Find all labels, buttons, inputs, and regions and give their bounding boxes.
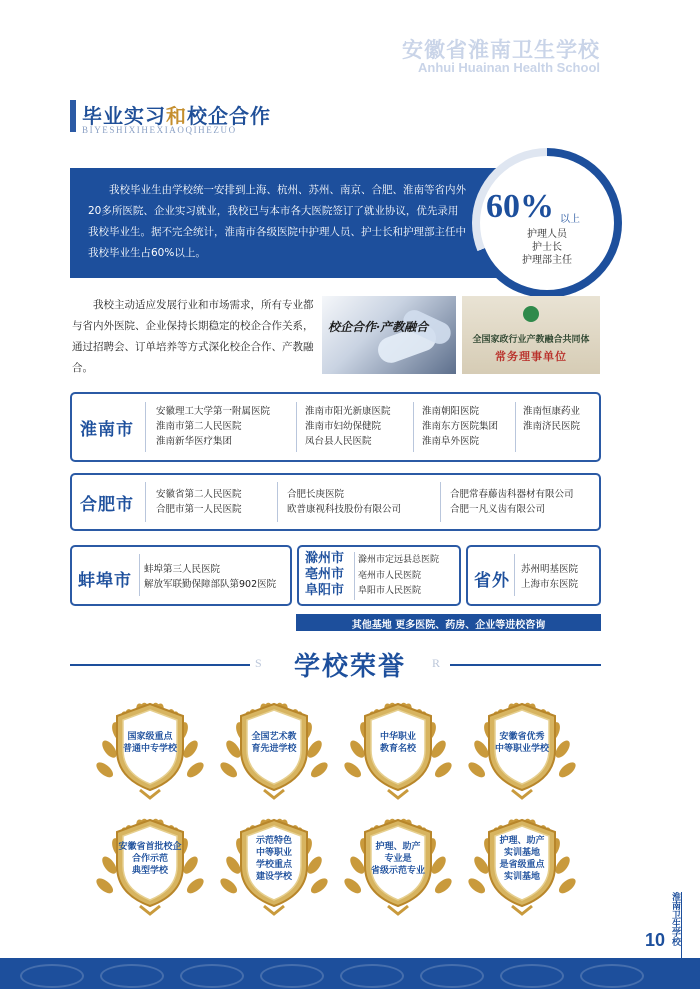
- honor-badge-text: 护理、助产 专业是 省级示范专业: [370, 842, 425, 876]
- city-hefei: 合肥市: [80, 495, 134, 515]
- wave-ornament: [500, 964, 564, 988]
- title-accent-bar: [70, 100, 76, 132]
- divider: [145, 402, 146, 452]
- title-part2: 校企合作: [187, 104, 271, 128]
- stat-suffix: 以上: [560, 214, 580, 225]
- intro-text: 我校毕业生由学校统一安排到上海、杭州、苏州、南京、合肥、淮南等省内外20多所医院、企业实习就业，我校已与本市各大医院签订了就业协议，优先录用我校毕业生。据不完全统计，淮南市各级医院中护理人员、护士长和护理部主任中我校毕业生占60%以上。: [88, 184, 466, 259]
- list-item: 淮南朝阳医院: [422, 406, 480, 417]
- page-number: 10: [645, 930, 666, 950]
- hospital-list: [450, 487, 574, 517]
- city-list: [305, 551, 344, 599]
- stat-label: 护理部主任: [522, 255, 572, 266]
- handshake-photo: [322, 296, 456, 374]
- list-item: 淮南济民医院: [523, 421, 581, 432]
- honors-deco-right: R: [432, 656, 441, 670]
- hospital-list: [287, 487, 401, 517]
- honor-badge-text: 示范特色 中等职业 学校重点 建设学校: [255, 836, 292, 882]
- honors-deco-left: S: [255, 656, 262, 670]
- honor-badge-text: 安徽省优秀 中等职业学校: [494, 732, 549, 754]
- city-fuyang: 阜阳市: [305, 583, 345, 598]
- list-item: 淮南市第二人民医院: [156, 421, 242, 432]
- plaque-photo: [462, 296, 600, 374]
- honor-badge-text: 国家级重点 普通中专学校: [122, 732, 177, 754]
- honor-badge: [467, 690, 577, 800]
- divider: [277, 482, 278, 522]
- honors-divider-right: [450, 664, 601, 666]
- city-bozhou: 亳州市: [305, 567, 345, 582]
- honor-badge-text: 护理、助产 实训基地 是省级重点 实训基地: [499, 836, 545, 882]
- honor-badge-text: 全国艺术教 育先进学校: [251, 732, 297, 754]
- wave-ornament: [20, 964, 84, 988]
- city-chuzhou: 滁州市: [305, 551, 345, 566]
- cooperation-text: 我校主动适应发展行业和市场需求，所有专业都与省内外医院、企业保持长期稳定的校企合作关系，通过招聘会、订单培养等方式深化校企合作、产教融合。: [72, 299, 314, 374]
- list-item: 滁州市定远县总医院: [358, 555, 440, 565]
- wave-ornament: [580, 964, 644, 988]
- school-name: 安徽省淮南卫生学校: [402, 38, 600, 62]
- city-bengbu: 蚌埠市: [78, 571, 132, 591]
- honor-badge: [219, 806, 329, 916]
- list-item: 凤台县人民医院: [305, 436, 372, 447]
- wave-ornament: [100, 964, 164, 988]
- honor-badge-text: 中华职业 教育名校: [379, 732, 416, 754]
- wave-ornament: [340, 964, 404, 988]
- divider: [515, 402, 516, 452]
- honor-badge: [467, 806, 577, 916]
- list-item: 合肥一凡义齿有限公司: [450, 504, 546, 515]
- wave-ornament: [180, 964, 244, 988]
- list-item: 解放军联勤保障部队第902医院: [144, 579, 277, 590]
- honor-badge: [343, 806, 453, 916]
- divider: [296, 402, 297, 452]
- list-item: 淮南东方医院集团: [422, 421, 499, 432]
- divider: [354, 552, 355, 600]
- footer-bar: [0, 958, 700, 989]
- city-outside: 省外: [474, 571, 510, 591]
- plaque-line2: 常务理事单位: [495, 350, 567, 363]
- divider: [413, 402, 414, 452]
- list-item: 淮南阜外医院: [422, 436, 480, 447]
- stat-label: 护理人员: [527, 229, 567, 240]
- list-item: 合肥长庚医院: [287, 489, 345, 500]
- list-item: 苏州明基医院: [521, 564, 579, 575]
- hospital-list: [523, 404, 580, 434]
- list-item: 淮南新华医疗集团: [156, 436, 233, 447]
- hospital-list: [422, 404, 498, 449]
- hospital-list: [305, 404, 391, 449]
- section-pinyin: BIYESHIXIHEXIAOQIHEZUO: [82, 125, 237, 135]
- honor-badge: [95, 806, 205, 916]
- list-item: 合肥市第一人民医院: [156, 504, 242, 515]
- list-item: 上海市东医院: [521, 579, 579, 590]
- stat-label: 护士长: [532, 242, 562, 253]
- hospital-list: [156, 487, 242, 517]
- side-label: 淮南卫生学校: [670, 892, 680, 946]
- stat-value: 60%: [486, 188, 554, 225]
- title-part1: 毕业实习: [82, 104, 166, 128]
- list-item: 淮南市阳光新康医院: [305, 406, 391, 417]
- honor-badge-text: 安徽省首批校企 合作示范 典型学校: [118, 842, 182, 876]
- wave-ornament: [260, 964, 324, 988]
- list-item: 欧普康视科技股份有限公司: [287, 504, 402, 515]
- school-name-en: Anhui Huainan Health School: [417, 60, 600, 75]
- list-item: 蚌埠第三人民医院: [144, 564, 221, 575]
- list-item: 阜阳市人民医院: [358, 586, 422, 596]
- stat-labels: [492, 228, 602, 267]
- divider: [139, 554, 140, 596]
- honors-divider-left: [70, 664, 250, 666]
- hospital-list: [521, 562, 578, 592]
- other-bases-text: 其他基地 更多医院、药房、企业等进校咨询: [351, 620, 546, 631]
- list-item: 亳州市人民医院: [358, 570, 422, 581]
- honor-badge: [343, 690, 453, 800]
- list-item: 淮南市妇幼保健院: [305, 421, 382, 432]
- divider: [440, 482, 441, 522]
- plaque-logo-icon: [523, 306, 539, 322]
- list-item: 安徽省第二人民医院: [156, 489, 242, 500]
- photo-caption: 校企合作·产教融合: [328, 320, 429, 334]
- divider: [145, 482, 146, 522]
- city-huainan: 淮南市: [80, 420, 134, 440]
- wave-ornament: [420, 964, 484, 988]
- hospital-list: [156, 404, 270, 449]
- plaque-line1: 全国家政行业产教融合共同体: [472, 335, 590, 345]
- title-highlight: 和: [166, 104, 187, 128]
- list-item: 淮南恒康药业: [523, 406, 581, 417]
- honor-badge: [95, 690, 205, 800]
- hospital-list: [144, 562, 276, 592]
- divider: [514, 554, 515, 596]
- list-item: 安徽理工大学第一附属医院: [156, 406, 271, 417]
- honors-title: 学校荣誉: [293, 652, 406, 682]
- hospital-list: [358, 553, 439, 600]
- honor-badge: [219, 690, 329, 800]
- list-item: 合肥常春藤齿科器材有限公司: [450, 489, 574, 500]
